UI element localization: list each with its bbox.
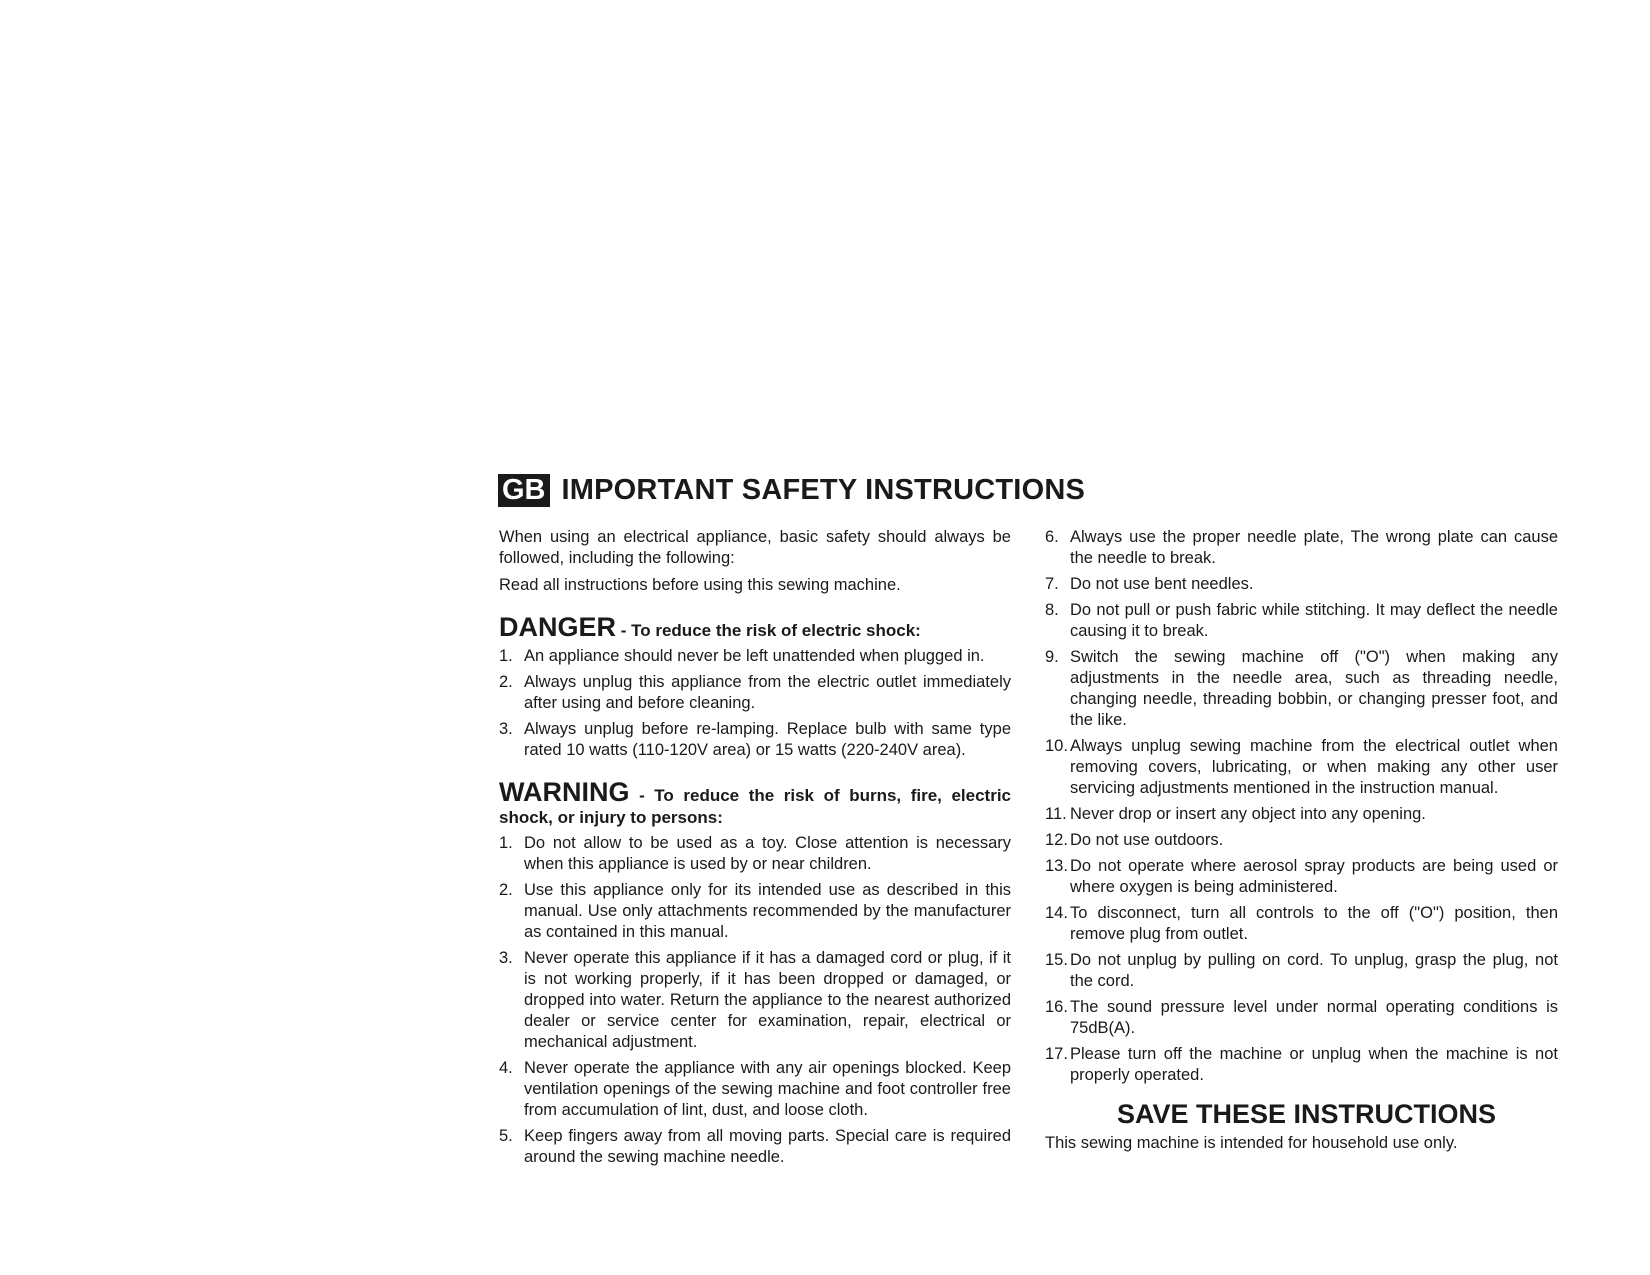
read-instructions-paragraph: Read all instructions before using this sewing machine. [499,576,901,594]
list-item [1045,1044,1558,1086]
list-item [499,948,1011,1053]
item-text: Always unplug this appliance from the electric outlet immediately after using and before cleaning. [524,673,1011,712]
list-item [1045,600,1558,642]
list-item [1045,856,1558,898]
household-use-note: This sewing machine is intended for household use only. [1045,1134,1458,1152]
item-text: An appliance should never be left unattended when plugged in. [524,647,985,665]
item-number: 9. [1045,648,1059,666]
item-number: 4. [499,1059,513,1077]
item-text: Never operate the appliance with any air openings blocked. Keep ventilation openings of the sewing machine and foot controller free from accumulation of lint, dust, and loose cloth. [524,1059,1011,1119]
save-instructions-heading: SAVE THESE INSTRUCTIONS [1116,1099,1497,1129]
warning-list [499,833,1011,1168]
item-number: 13. [1045,857,1068,875]
item-text: Do not use bent needles. [1070,575,1254,593]
left-column [499,527,1011,1173]
item-text: Always unplug sewing machine from the electrical outlet when removing covers, lubricating, or when making any other user servicing adjustments mentioned in the instruction manual. [1070,737,1558,797]
warning-subtitle: - To reduce the risk of burns, fire, electric shock, or injury to persons: [499,786,1011,827]
item-text: Always use the proper needle plate, The wrong plate can cause the needle to break. [1070,528,1558,567]
item-number: 8. [1045,601,1059,619]
list-item [1045,574,1558,595]
continued-list [1045,527,1558,1086]
item-number: 2. [499,881,513,899]
item-text: Do not unplug by pulling on cord. To unplug, grasp the plug, not the cord. [1070,951,1558,990]
list-item [1045,903,1558,945]
list-item [499,719,1011,761]
language-badge: GB [498,474,550,507]
item-number: 11. [1045,805,1067,823]
list-item [499,646,1011,667]
danger-word: DANGER [499,612,617,642]
danger-list [499,646,1011,761]
item-number: 2. [499,673,513,691]
danger-subtitle: - To reduce the risk of electric shock: [616,621,921,640]
item-number: 12. [1045,831,1068,849]
list-item [1045,527,1558,569]
item-number: 3. [499,720,513,738]
item-number: 5. [499,1127,513,1145]
list-item [499,880,1011,943]
item-number: 17. [1045,1045,1068,1063]
item-number: 14. [1045,904,1068,922]
warning-word: WARNING [499,777,630,807]
list-item [1045,647,1558,731]
item-number: 15. [1045,951,1068,969]
list-item [1045,830,1558,851]
item-text: To disconnect, turn all controls to the off ("O") position, then remove plug from outlet. [1070,904,1558,943]
item-text: The sound pressure level under normal operating conditions is 75dB(A). [1070,998,1558,1037]
list-item [499,833,1011,875]
item-text: Always unplug before re-lamping. Replace bulb with same type rated 10 watts (110-120V area) or 15 watts (220-240V area). [524,720,1011,759]
list-item [1045,997,1558,1039]
item-number: 10. [1045,737,1068,755]
item-text: Use this appliance only for its intended use as described in this manual. Use only attachments recommended by the manufacturer as contained in this manual. [524,881,1011,941]
list-item [499,1058,1011,1121]
right-column [1045,527,1558,1154]
item-number: 1. [499,647,513,665]
list-item [499,1126,1011,1168]
item-text: Do not use outdoors. [1070,831,1224,849]
item-text: Please turn off the machine or unplug when the machine is not properly operated. [1070,1045,1558,1084]
item-number: 1. [499,834,513,852]
list-item [499,672,1011,714]
title-row [498,472,1085,508]
item-text: Do not allow to be used as a toy. Close attention is necessary when this appliance is used by or near children. [524,834,1011,873]
list-item [1045,736,1558,799]
danger-heading [499,612,1011,642]
intro-paragraph: When using an electrical appliance, basic safety should always be followed, including the following: [499,528,1011,567]
item-number: 6. [1045,528,1059,546]
item-number: 7. [1045,575,1059,593]
item-text: Switch the sewing machine off ("O") when making any adjustments in the needle area, such as threading needle, changing needle, threading bobbin, or changing presser foot, and the like. [1070,648,1558,729]
list-item [1045,804,1558,825]
warning-heading [499,777,1011,829]
item-text: Keep fingers away from all moving parts. Special care is required around the sewing machine needle. [524,1127,1011,1166]
item-number: 3. [499,949,513,967]
item-number: 16. [1045,998,1068,1016]
item-text: Never drop or insert any object into any opening. [1070,805,1426,823]
item-text: Do not pull or push fabric while stitching. It may deflect the needle causing it to break. [1070,601,1558,640]
item-text: Never operate this appliance if it has a damaged cord or plug, if it is not working properly, if it has been dropped or damaged, or dropped into water. Return the appliance to the nearest authorized dealer or service center for examination, repair, electrical or mechanical adjustment. [524,949,1011,1051]
list-item [1045,950,1558,992]
page-title: IMPORTANT SAFETY INSTRUCTIONS [561,473,1086,506]
item-text: Do not operate where aerosol spray products are being used or where oxygen is being administered. [1070,857,1558,896]
